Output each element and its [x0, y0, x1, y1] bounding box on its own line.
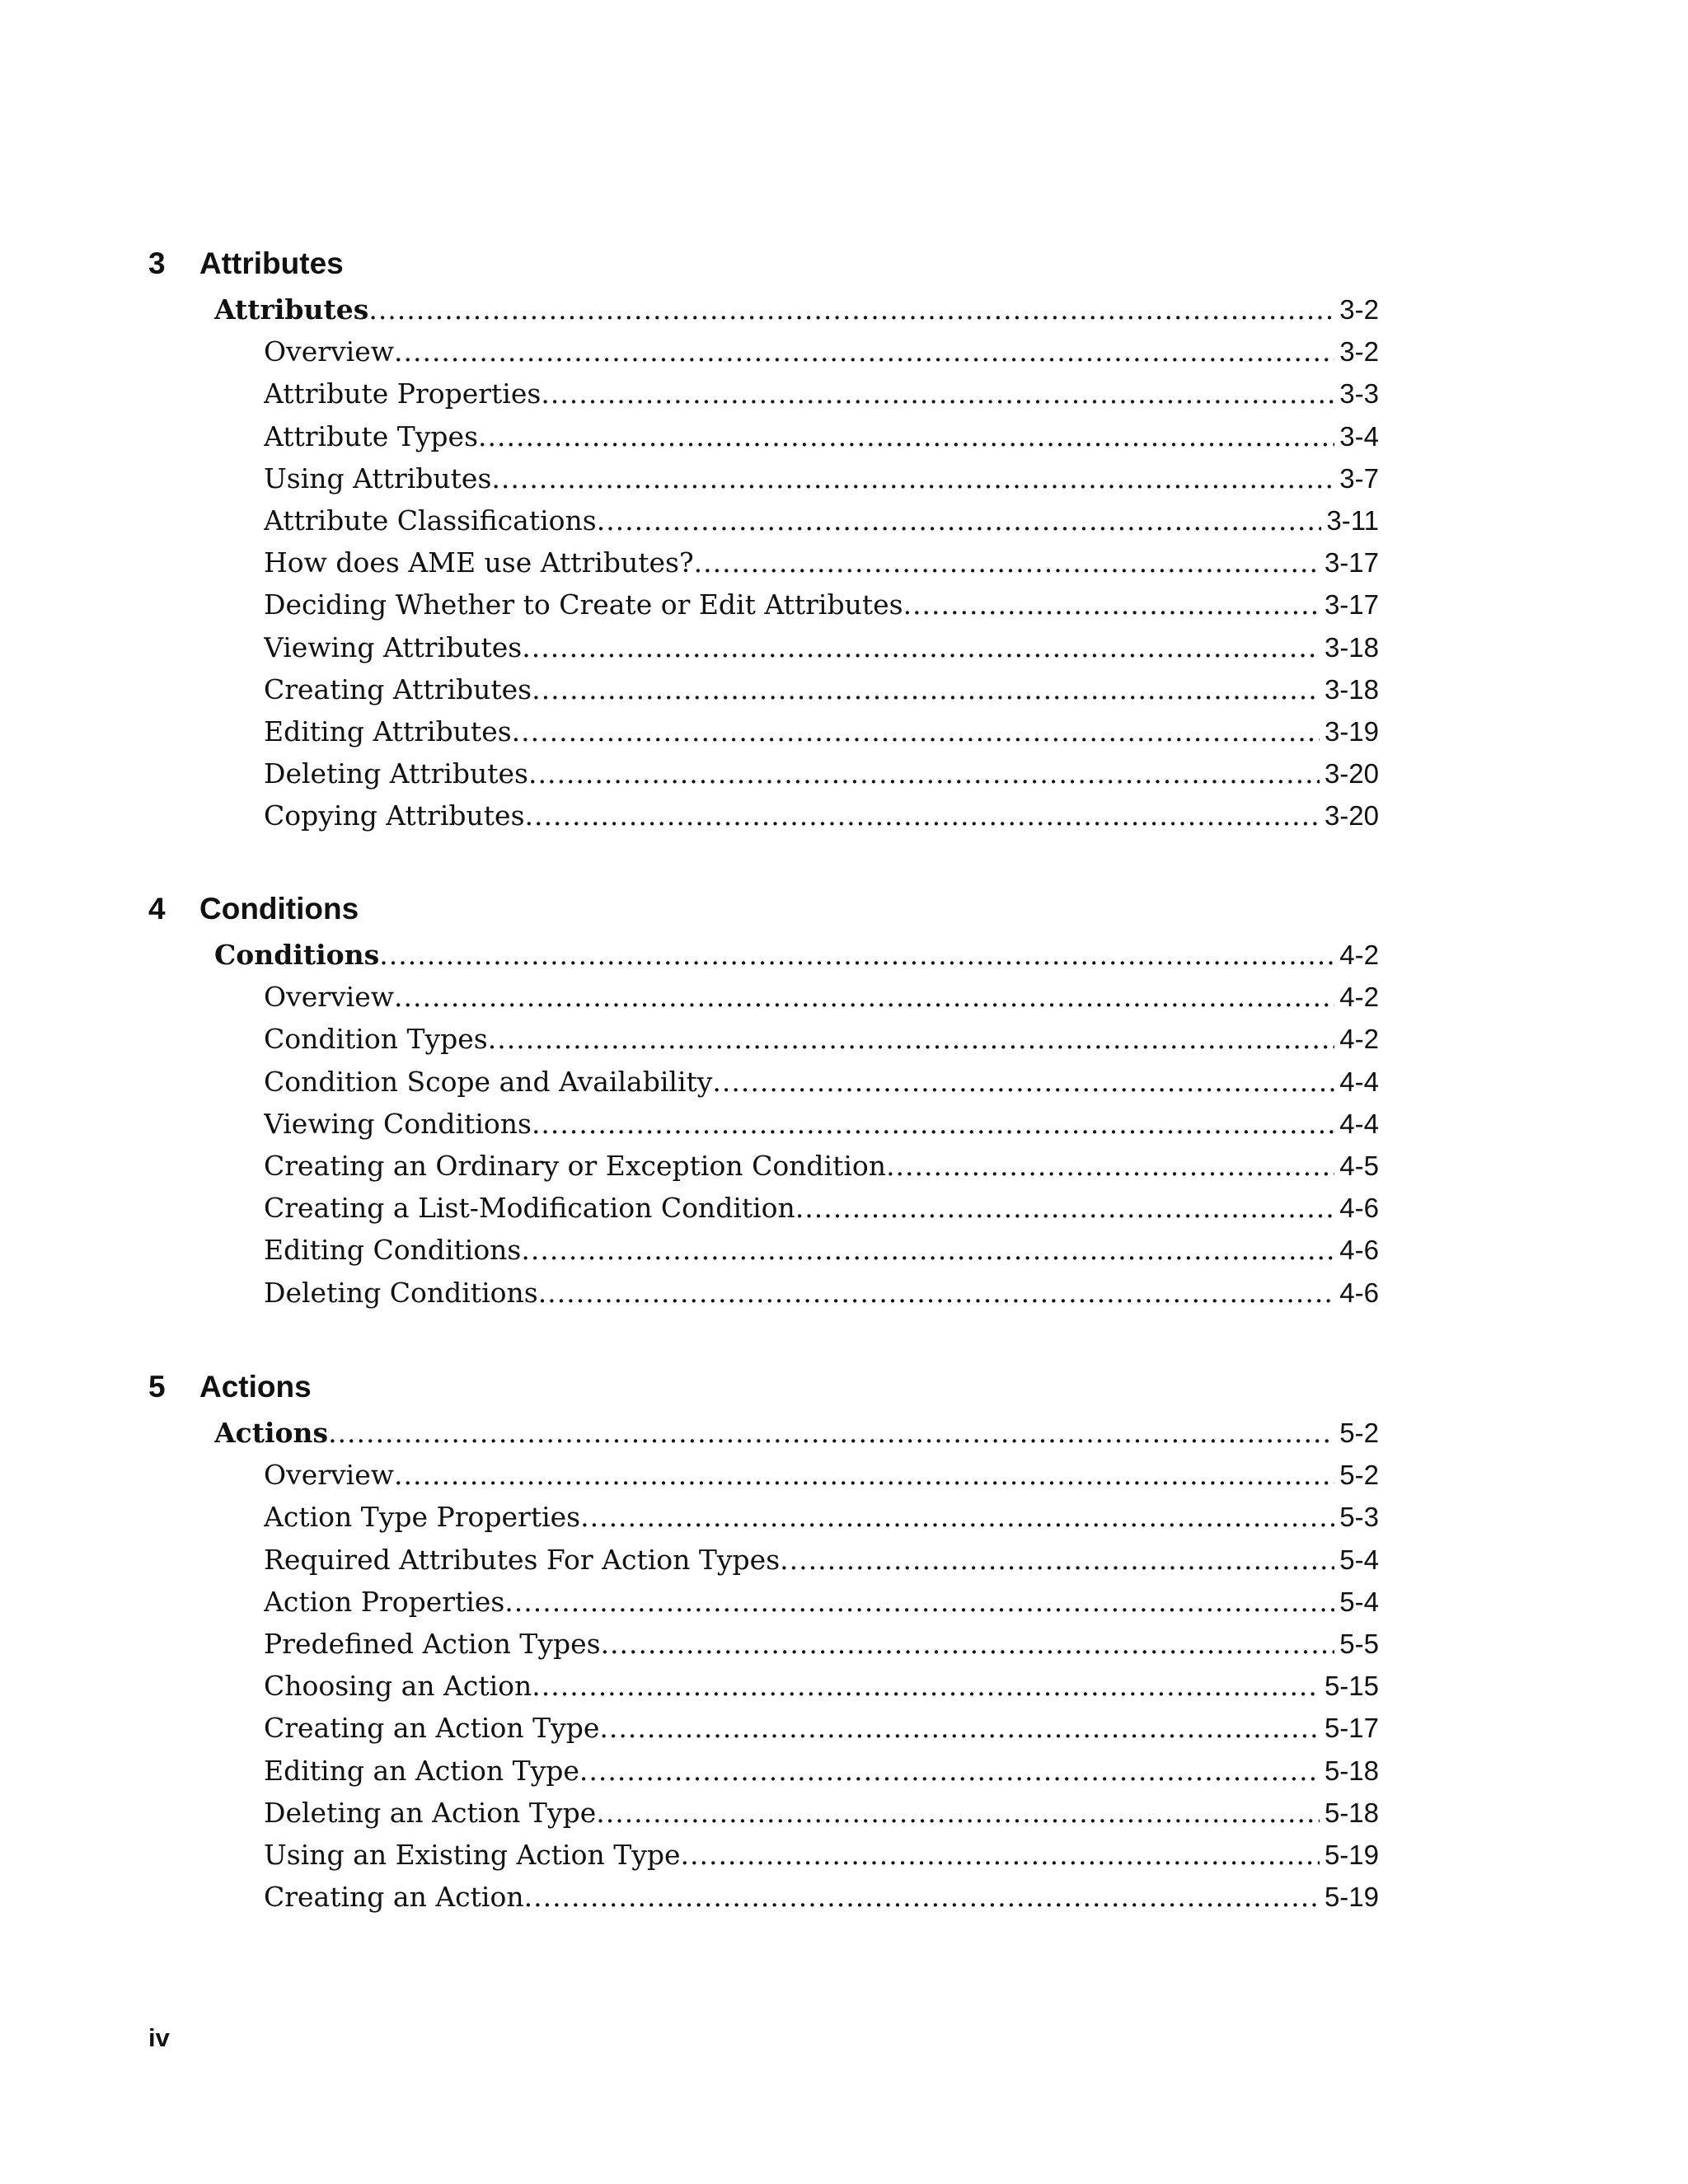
toc-page-number: 5-3	[1339, 1501, 1379, 1532]
toc-page-number: 5-4	[1339, 1544, 1379, 1575]
dot-leader	[532, 673, 1320, 705]
toc-entry-title: Editing Conditions	[264, 1234, 522, 1266]
dot-leader	[491, 462, 1334, 494]
toc-entry-title: Action Type Properties	[264, 1501, 581, 1533]
toc-entry-title: Viewing Conditions	[264, 1108, 532, 1140]
toc-subsection-entry[interactable]	[264, 1018, 1379, 1060]
toc-page-number: 3-2	[1339, 293, 1379, 325]
toc-subsection-entry[interactable]	[264, 626, 1379, 668]
dot-leader	[394, 335, 1334, 368]
toc-entry-title: Deciding Whether to Create or Edit Attributes	[264, 588, 903, 621]
toc-entry-title: Overview	[264, 981, 394, 1013]
toc-subsection-entry[interactable]	[264, 710, 1379, 752]
dot-leader	[394, 981, 1334, 1013]
toc-page-number: 4-2	[1339, 939, 1379, 970]
toc-page-number: 4-5	[1339, 1150, 1379, 1181]
toc-subsection-entry[interactable]	[264, 976, 1379, 1018]
toc-subsection-entry[interactable]	[264, 1665, 1379, 1707]
dot-leader	[599, 1712, 1320, 1744]
dot-leader	[541, 377, 1334, 410]
toc-subsection-entry[interactable]	[264, 583, 1379, 626]
toc-subsection-entry[interactable]	[264, 752, 1379, 794]
toc-page-number: 3-17	[1324, 546, 1379, 578]
toc-subsection-entry[interactable]	[264, 1229, 1379, 1271]
dot-leader	[694, 546, 1320, 579]
toc-page-number: 3-3	[1339, 377, 1379, 409]
toc-page-number: 3-18	[1324, 631, 1379, 663]
chapter-title: Actions	[199, 1370, 312, 1404]
toc-entry-title: Condition Scope and Availability	[264, 1066, 713, 1098]
toc-subsection-entry[interactable]	[264, 1792, 1379, 1834]
toc-subsection-entry[interactable]	[264, 330, 1379, 373]
chapter-heading	[148, 884, 359, 934]
toc-entry-title: Editing Attributes	[264, 715, 512, 748]
dot-leader	[601, 1628, 1335, 1660]
toc-subsection-entry[interactable]	[264, 1581, 1379, 1623]
toc-page-number: 5-18	[1324, 1755, 1379, 1786]
toc-entry-title: Attribute Properties	[264, 377, 542, 410]
toc-entry-title: Deleting an Action Type	[264, 1797, 597, 1829]
chapter-number: 5	[148, 1370, 166, 1404]
dot-leader	[394, 1459, 1334, 1491]
toc-subsection-entry[interactable]	[264, 373, 1379, 415]
toc-page-number: 5-19	[1324, 1881, 1379, 1912]
toc-entry-title: Deleting Attributes	[264, 757, 528, 790]
dot-leader	[368, 293, 1334, 326]
toc-entry-title: Creating Attributes	[264, 673, 532, 705]
toc-entry-title: Creating an Ordinary or Exception Condition	[264, 1150, 887, 1182]
toc-page-number: 4-2	[1339, 1023, 1379, 1054]
toc-entry-title: Creating a List-Modification Condition	[264, 1192, 795, 1224]
toc-page-number: 5-18	[1324, 1797, 1379, 1828]
toc-subsection-entry[interactable]	[264, 1187, 1379, 1229]
chapter-title: Attributes	[199, 246, 344, 280]
toc-subsection-entry[interactable]	[264, 668, 1379, 710]
dot-leader	[512, 715, 1320, 748]
toc-section-entry[interactable]	[214, 934, 1379, 976]
toc-subsection-entry[interactable]	[264, 1623, 1379, 1665]
toc-subsection-entry[interactable]	[264, 541, 1379, 583]
toc-section-entry[interactable]	[214, 1412, 1379, 1454]
toc-subsection-entry[interactable]	[264, 1272, 1379, 1314]
toc-entry-title: Attributes	[214, 293, 369, 326]
toc-page-number: 4-6	[1339, 1277, 1379, 1308]
page-folio: iv	[148, 2023, 170, 2052]
dot-leader	[488, 1023, 1335, 1055]
toc-entry-title: Copying Attributes	[264, 799, 525, 832]
chapter-title: Conditions	[199, 892, 359, 926]
dot-leader	[780, 1544, 1334, 1576]
toc-entry-title: Predefined Action Types	[264, 1628, 601, 1660]
dot-leader	[886, 1150, 1334, 1182]
toc-entry-title: Attribute Types	[264, 420, 479, 452]
dot-leader	[525, 799, 1320, 832]
dot-leader	[532, 1670, 1320, 1702]
dot-leader	[681, 1839, 1320, 1871]
toc-page-number: 5-2	[1339, 1459, 1379, 1490]
dot-leader	[524, 1881, 1320, 1913]
toc-entry-title: Using an Existing Action Type	[264, 1839, 681, 1871]
toc-entry-title: Overview	[264, 1459, 394, 1491]
toc-page-number: 5-4	[1339, 1586, 1379, 1617]
dot-leader	[597, 504, 1322, 537]
chapter-number: 3	[148, 246, 166, 280]
dot-leader	[532, 1108, 1334, 1140]
dot-leader	[712, 1066, 1334, 1098]
toc-subsection-entry[interactable]	[264, 415, 1379, 457]
toc-subsection-entry[interactable]	[264, 1834, 1379, 1876]
toc-entry-title: Required Attributes For Action Types	[264, 1544, 781, 1576]
toc-entry-title: Overview	[264, 335, 394, 368]
dot-leader	[379, 939, 1334, 971]
dot-leader	[478, 420, 1334, 452]
toc-page-number: 3-18	[1324, 673, 1379, 705]
dot-leader	[504, 1586, 1334, 1618]
toc-page-number: 5-15	[1324, 1670, 1379, 1701]
toc-entry-title: Deleting Conditions	[264, 1277, 538, 1309]
dot-leader	[579, 1755, 1320, 1787]
toc-page-number: 3-2	[1339, 335, 1379, 367]
toc-subsection-entry[interactable]	[264, 1454, 1379, 1496]
toc-subsection-entry[interactable]	[264, 1707, 1379, 1749]
dot-leader	[521, 1234, 1334, 1266]
toc-entry-title: Creating an Action	[264, 1881, 524, 1913]
toc-subsection-entry[interactable]	[264, 1876, 1379, 1918]
toc-page-number: 5-19	[1324, 1839, 1379, 1870]
toc-page-number: 3-20	[1324, 799, 1379, 831]
toc-subsection-entry[interactable]	[264, 1061, 1379, 1103]
toc-page-number: 3-20	[1324, 757, 1379, 789]
toc-subsection-entry[interactable]	[264, 1103, 1379, 1145]
toc-page-number: 4-6	[1339, 1234, 1379, 1265]
toc-page-number: 3-11	[1326, 504, 1379, 536]
dot-leader	[596, 1797, 1320, 1829]
chapter-number: 4	[148, 892, 166, 926]
toc-subsection-entry[interactable]	[264, 457, 1379, 499]
toc-page-number: 3-19	[1324, 715, 1379, 747]
toc-page-number: 5-2	[1339, 1417, 1379, 1448]
toc-subsection-entry[interactable]	[264, 1539, 1379, 1581]
toc-entry-title: Editing an Action Type	[264, 1755, 579, 1787]
chapter-heading	[148, 1362, 312, 1412]
toc-subsection-entry[interactable]	[264, 1145, 1379, 1187]
toc-page-number: 3-17	[1324, 588, 1379, 620]
toc-entry-title: Using Attributes	[264, 462, 492, 494]
dot-leader	[528, 757, 1320, 790]
toc-subsection-entry[interactable]	[264, 1750, 1379, 1792]
dot-leader	[580, 1501, 1334, 1533]
dot-leader	[328, 1417, 1334, 1449]
toc-page-number: 4-4	[1339, 1066, 1379, 1097]
toc-page-number: 5-5	[1339, 1628, 1379, 1659]
toc-page-number: 3-4	[1339, 420, 1379, 452]
toc-page-number: 5-17	[1324, 1712, 1379, 1743]
toc-entry-title: Viewing Attributes	[264, 631, 523, 663]
toc-entry-title: How does AME use Attributes?	[264, 546, 694, 579]
toc-page-number: 4-4	[1339, 1108, 1379, 1139]
dot-leader	[903, 588, 1320, 621]
toc-entry-title: Choosing an Action	[264, 1670, 532, 1702]
toc-entry-title: Actions	[214, 1417, 329, 1449]
dot-leader	[522, 631, 1320, 663]
dot-leader	[538, 1277, 1335, 1309]
toc-section-entry[interactable]	[214, 288, 1379, 330]
toc-entry-title: Creating an Action Type	[264, 1712, 600, 1744]
toc-entry-title: Attribute Classifications	[264, 504, 597, 537]
toc-page-number: 3-7	[1339, 462, 1379, 494]
chapter-heading	[148, 239, 344, 288]
toc-page-number: 4-2	[1339, 981, 1379, 1012]
toc-page-number: 4-6	[1339, 1192, 1379, 1223]
toc-subsection-entry[interactable]	[264, 794, 1379, 837]
toc-entry-title: Action Properties	[264, 1586, 505, 1618]
toc-entry-title: Condition Types	[264, 1023, 488, 1055]
toc-subsection-entry[interactable]	[264, 1496, 1379, 1538]
toc-subsection-entry[interactable]	[264, 499, 1379, 541]
toc-entry-title: Conditions	[214, 939, 380, 971]
dot-leader	[795, 1192, 1334, 1224]
